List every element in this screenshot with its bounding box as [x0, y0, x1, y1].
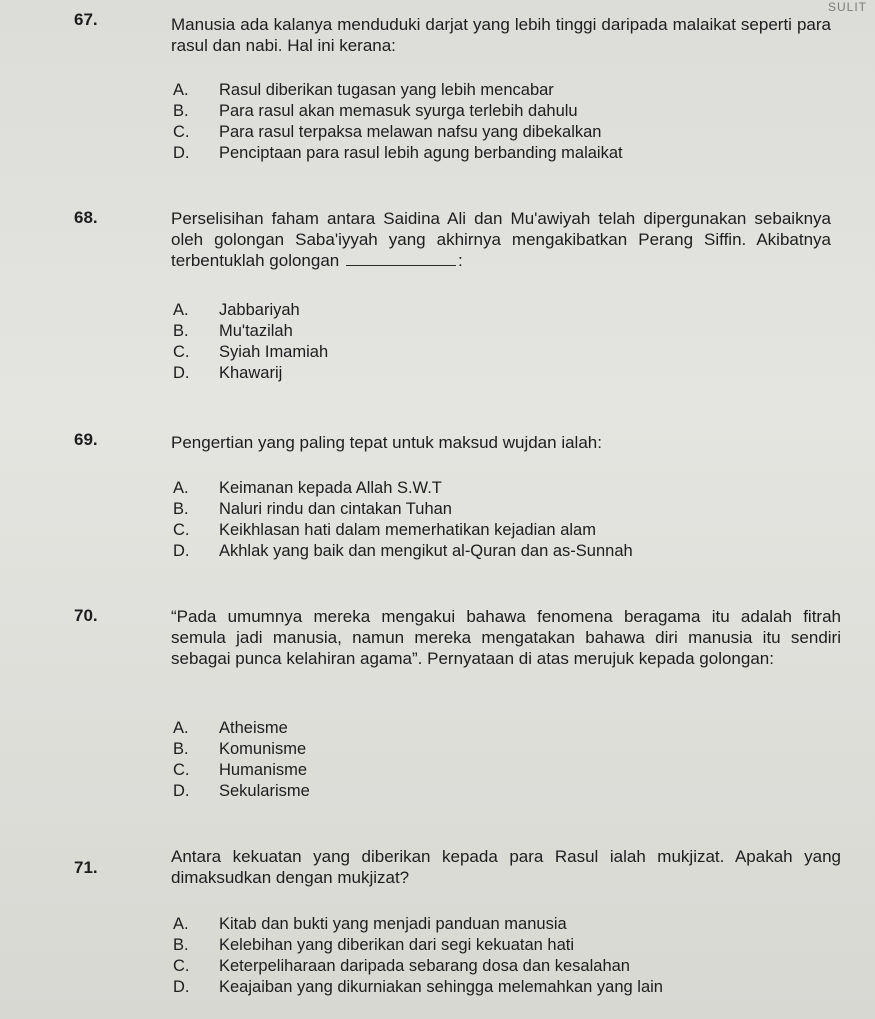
question-text: Antara kekuatan yang diberikan kepada para Rasul ialah mukjizat. Apakah yang dimaksudkan dengan mukjizat? — [171, 847, 841, 887]
option-list — [173, 80, 623, 164]
question-number: 71. — [74, 858, 98, 877]
option-b[interactable]: B. Komunisme — [173, 740, 307, 758]
option-d[interactable]: D. Sekularisme — [173, 782, 310, 800]
question-text: “Pada umumnya mereka mengakui bahawa fenomena beragama itu adalah fitrah semula jadi manusia, namun mereka mengatakan bahawa diri manusia itu sendiri sebagai punca kelahiran agama”. Pernyataan di atas merujuk kepada golongan: — [171, 607, 841, 668]
option-list — [173, 478, 633, 562]
option-d[interactable]: D. Khawarij — [173, 364, 283, 382]
question-text: Pengertian yang paling tepat untuk maksud wujdan ialah: — [171, 433, 602, 452]
option-list — [173, 300, 328, 384]
question-number: 68. — [74, 208, 98, 227]
question-number: 69. — [74, 430, 98, 449]
option-b[interactable]: B. Mu'tazilah — [173, 322, 293, 340]
option-c[interactable]: C. Keterpeliharaan daripada sebarang dosa dan kesalahan — [173, 957, 630, 975]
option-list — [173, 914, 663, 998]
option-a[interactable]: A. Jabbariyah — [173, 301, 300, 319]
option-b[interactable]: B. Naluri rindu dan cintakan Tuhan — [173, 500, 452, 518]
option-b[interactable]: B. Para rasul akan memasuk syurga terlebih dahulu — [173, 102, 578, 120]
option-b[interactable]: B. Kelebihan yang diberikan dari segi kekuatan hati — [173, 936, 574, 954]
page-corner-text: SULIT — [827, 0, 867, 14]
question-text: Perselisihan faham antara Saidina Ali dan Mu'awiyah telah dipergunakan sebaiknya oleh golongan Saba'iyyah yang akhirnya mengakibatkan Perang Siffin. Akibatnya terbentuklah golongan : — [171, 209, 831, 270]
question-number: 70. — [74, 606, 98, 625]
option-c[interactable]: C. Humanisme — [173, 761, 308, 779]
option-c[interactable]: C. Syiah Imamiah — [173, 343, 329, 361]
option-a[interactable]: A. Keimanan kepada Allah S.W.T — [173, 479, 442, 497]
option-a[interactable]: A. Rasul diberikan tugasan yang lebih mencabar — [173, 81, 554, 99]
option-c[interactable]: C. Keikhlasan hati dalam memerhatikan kejadian alam — [173, 521, 596, 539]
option-d[interactable]: D. Akhlak yang baik dan mengikut al-Quran dan as-Sunnah — [173, 542, 633, 560]
option-d[interactable]: D. Penciptaan para rasul lebih agung berbanding malaikat — [173, 144, 623, 162]
option-c[interactable]: C. Para rasul terpaksa melawan nafsu yang dibekalkan — [173, 123, 602, 141]
question-text: Manusia ada kalanya menduduki darjat yang lebih tinggi daripada malaikat seperti para rasul dan nabi. Hal ini kerana: — [171, 15, 831, 55]
answer-blank — [346, 251, 456, 266]
option-list — [173, 718, 310, 802]
question-number: 67. — [74, 10, 98, 29]
option-a[interactable]: A. Kitab dan bukti yang menjadi panduan manusia — [173, 915, 567, 933]
option-a[interactable]: A. Atheisme — [173, 719, 288, 737]
option-d[interactable]: D. Keajaiban yang dikurniakan sehingga melemahkan yang lain — [173, 978, 663, 996]
